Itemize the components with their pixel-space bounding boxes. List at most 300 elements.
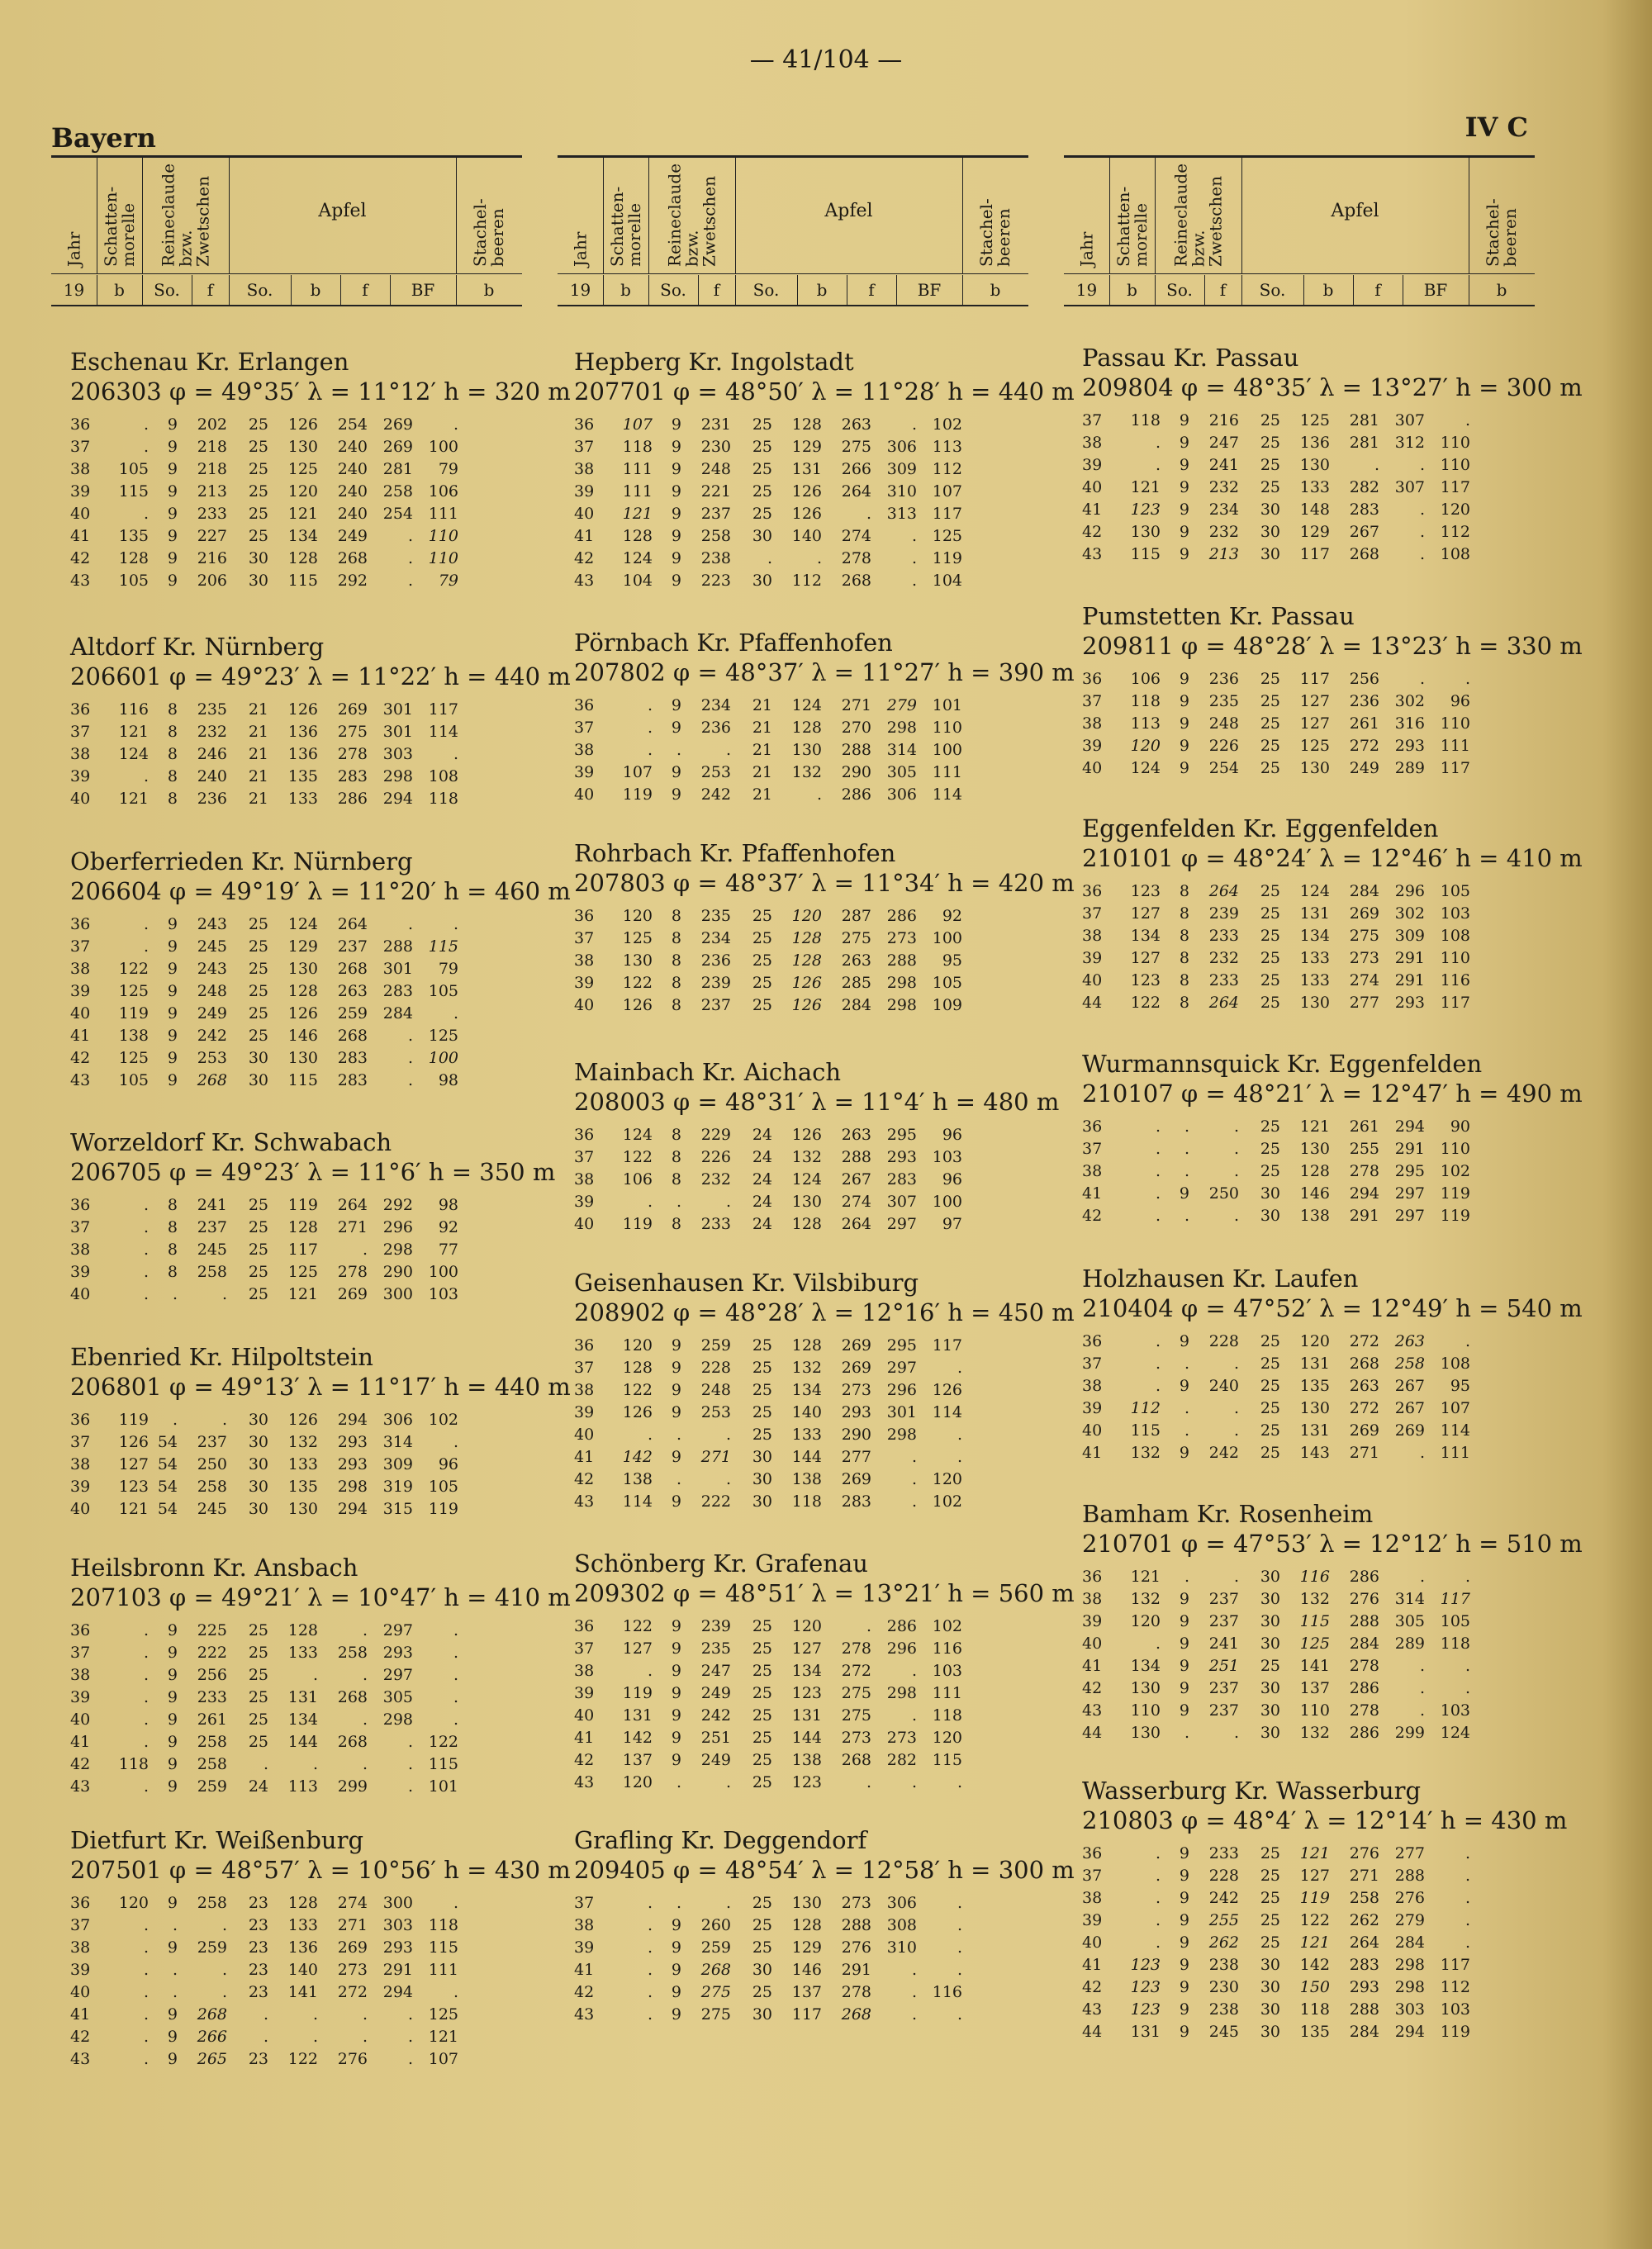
station-coordinates: 210107 φ = 48°21′ λ = 12°47′ h = 490 m <box>1082 1079 1583 1108</box>
table-row <box>574 1615 962 1637</box>
table-cell: 138 <box>791 1469 822 1488</box>
table-cell: 268 <box>337 1732 368 1751</box>
table-cell: . <box>143 1915 149 1934</box>
table-row <box>70 458 458 480</box>
table-cell: 106 <box>1130 669 1161 688</box>
table-cell: 306 <box>382 1410 413 1429</box>
table-cell: 9 <box>167 1026 178 1045</box>
station-coordinates: 206705 φ = 49°23′ λ = 11°6′ h = 350 m <box>70 1158 556 1186</box>
table-cell: 126 <box>287 1004 318 1022</box>
table-cell: 117 <box>1440 1589 1470 1608</box>
table-cell: 25 <box>248 1240 268 1259</box>
table-cell: 273 <box>337 1960 368 1979</box>
table-cell: 122 <box>622 1380 653 1399</box>
table-cell: 314 <box>1394 1589 1425 1608</box>
table-cell: 256 <box>1349 669 1379 688</box>
table-cell: 122 <box>287 2049 318 2068</box>
table-cell: . <box>1155 1866 1161 1885</box>
table-row <box>70 1475 458 1497</box>
table-cell: . <box>1233 1398 1239 1417</box>
table-cell: 40 <box>70 1284 91 1303</box>
table-cell: 25 <box>752 906 772 925</box>
station-table <box>70 413 458 591</box>
station-name: Rohrbach Kr. Pfaffenhofen <box>574 839 896 867</box>
divider <box>1303 275 1304 305</box>
table-cell: 269 <box>1349 904 1379 923</box>
table-cell: 30 <box>752 1447 772 1466</box>
station-block <box>70 1342 571 1520</box>
table-cell: . <box>725 1192 731 1211</box>
station-table <box>574 1123 962 1235</box>
station-coordinates: 206303 φ = 49°35′ λ = 11°12′ h = 320 m <box>70 377 571 406</box>
table-cell: . <box>1464 1331 1470 1350</box>
table-cell: 263 <box>337 981 368 1000</box>
table-cell: 278 <box>337 1262 368 1281</box>
table-cell: . <box>1464 1843 1470 1862</box>
table-cell: 9 <box>671 1915 681 1934</box>
table-cell: 9 <box>671 1938 681 1957</box>
table-cell: 240 <box>337 482 368 501</box>
table-cell: 226 <box>700 1147 731 1166</box>
table-cell: 30 <box>1260 1701 1280 1720</box>
table-row <box>1082 1721 1470 1744</box>
table-cell: 120 <box>932 1469 962 1488</box>
table-cell: 39 <box>1082 948 1103 967</box>
table-cell: 54 <box>157 1432 178 1451</box>
table-cell: 319 <box>382 1477 413 1496</box>
table-cell: 9 <box>1179 1933 1189 1952</box>
table-cell: . <box>221 1410 227 1429</box>
table-cell: 36 <box>574 695 595 714</box>
table-cell: . <box>676 740 681 759</box>
table-cell: 274 <box>337 1893 368 1912</box>
table-cell: 25 <box>752 1893 772 1912</box>
table-cell: 92 <box>438 1217 458 1236</box>
table-cell: 108 <box>1440 926 1470 945</box>
table-cell: 144 <box>791 1728 822 1747</box>
station-block <box>574 1057 1060 1235</box>
table-cell: 25 <box>1260 1888 1280 1907</box>
table-cell: 9 <box>167 2027 178 2046</box>
table-cell: 110 <box>1440 948 1470 967</box>
table-cell: 110 <box>1130 1701 1161 1720</box>
table-row <box>574 1401 962 1423</box>
table-cell: . <box>453 1004 458 1022</box>
station-table <box>574 904 962 1016</box>
table-cell: 269 <box>1394 1421 1425 1440</box>
table-cell: 38 <box>1082 714 1103 733</box>
station-name: Oberferrieden Kr. Nürnberg <box>70 847 413 875</box>
table-cell: 25 <box>248 1026 268 1045</box>
header-sublabel: BF <box>917 280 942 300</box>
table-row <box>70 1193 458 1216</box>
table-row <box>574 547 962 569</box>
table-cell: 36 <box>574 1125 595 1144</box>
table-cell: 30 <box>1260 1723 1280 1742</box>
table-cell: 127 <box>622 1639 653 1658</box>
table-cell: 283 <box>382 981 413 1000</box>
table-cell: 42 <box>70 2027 91 2046</box>
table-cell: 111 <box>622 482 653 501</box>
table-cell: 278 <box>841 1982 871 2001</box>
table-cell: 43 <box>70 1777 91 1796</box>
table-cell: 130 <box>287 959 318 978</box>
header-cell <box>962 158 1028 273</box>
table-cell: . <box>1464 1910 1470 1929</box>
table-cell: 114 <box>932 785 962 804</box>
header-sublabel: So. <box>246 280 273 300</box>
table-cell: 264 <box>337 1195 368 1214</box>
table-cell: 121 <box>1299 1117 1330 1136</box>
table-row <box>70 569 458 591</box>
table-cell: 30 <box>1260 1589 1280 1608</box>
table-cell: . <box>676 1425 681 1444</box>
table-cell: 9 <box>1179 1611 1189 1630</box>
table-cell: . <box>312 2027 318 2046</box>
table-cell: 9 <box>1179 691 1189 710</box>
table-cell: . <box>143 1240 149 1259</box>
table-cell: 79 <box>438 571 458 590</box>
station-block <box>574 838 1075 1016</box>
table-cell: . <box>1155 1376 1161 1395</box>
table-cell: 25 <box>1260 410 1280 429</box>
table-cell: 128 <box>791 1336 822 1355</box>
table-row <box>1082 947 1470 969</box>
table-cell: 128 <box>791 951 822 970</box>
table-cell: . <box>312 2005 318 2024</box>
table-row <box>574 971 962 994</box>
table-cell: 284 <box>1349 2022 1379 2041</box>
table-cell: 30 <box>1260 544 1280 563</box>
header-sublabel: 19 <box>569 280 591 300</box>
table-cell: 245 <box>197 937 227 956</box>
table-cell: 268 <box>197 1070 227 1089</box>
table-row <box>1082 1397 1470 1419</box>
table-row <box>1082 991 1470 1013</box>
table-cell: 294 <box>1394 1117 1425 1136</box>
table-cell: 216 <box>1208 410 1239 429</box>
table-cell: 42 <box>1082 1206 1103 1225</box>
table-cell: 288 <box>841 1147 871 1166</box>
table-cell: 123 <box>118 1477 149 1496</box>
table-cell: 123 <box>791 1772 822 1791</box>
table-cell: 36 <box>574 1616 595 1635</box>
table-cell: 38 <box>574 951 595 970</box>
table-cell: . <box>725 1772 731 1791</box>
table-cell: 272 <box>1349 1331 1379 1350</box>
table-cell: 21 <box>248 700 268 719</box>
header-cell <box>51 158 97 273</box>
table-cell: 96 <box>1450 691 1470 710</box>
table-cell: 128 <box>118 548 149 567</box>
table-row <box>574 949 962 971</box>
table-cell: 25 <box>1260 1910 1280 1929</box>
table-cell: 237 <box>197 1217 227 1236</box>
table-cell: 24 <box>752 1125 772 1144</box>
table-cell: 133 <box>287 789 318 808</box>
table-cell: . <box>407 1732 413 1751</box>
table-cell: 298 <box>886 973 917 992</box>
header-cell <box>1064 158 1110 273</box>
table-cell: . <box>1233 1723 1239 1742</box>
table-cell: 8 <box>671 928 681 947</box>
table-cell: 236 <box>700 718 731 737</box>
table-cell: . <box>362 1754 368 1773</box>
table-cell: 36 <box>70 1620 91 1639</box>
table-cell: 37 <box>70 1432 91 1451</box>
table-row <box>574 1334 962 1356</box>
table-cell: 129 <box>791 1938 822 1957</box>
table-cell: . <box>911 1469 917 1488</box>
table-cell: . <box>1233 1206 1239 1225</box>
table-cell: 21 <box>248 744 268 763</box>
table-cell: 25 <box>1260 1331 1280 1350</box>
table-cell: 9 <box>167 1620 178 1639</box>
table-cell: 240 <box>337 504 368 523</box>
table-cell: 236 <box>1208 669 1239 688</box>
table-cell: 126 <box>932 1380 962 1399</box>
table-cell: . <box>362 1620 368 1639</box>
table-cell: 213 <box>1208 544 1239 563</box>
table-cell: 8 <box>167 744 178 763</box>
table-cell: 126 <box>287 700 318 719</box>
table-cell: . <box>911 1982 917 2001</box>
table-cell: 9 <box>167 981 178 1000</box>
table-cell: 134 <box>287 526 318 545</box>
table-cell: 245 <box>197 1240 227 1259</box>
station-block <box>574 1549 1075 1793</box>
table-cell: 238 <box>700 548 731 567</box>
table-cell: 23 <box>248 2049 268 2068</box>
table-cell: 125 <box>622 928 653 947</box>
table-cell: 39 <box>1082 1910 1103 1929</box>
table-cell: 9 <box>671 1706 681 1725</box>
table-cell: . <box>407 914 413 933</box>
table-cell: 268 <box>841 1750 871 1769</box>
station-name: Mainbach Kr. Aichach <box>574 1058 842 1086</box>
table-cell: 273 <box>841 1380 871 1399</box>
table-cell: 116 <box>932 1982 962 2001</box>
table-cell: 146 <box>287 1026 318 1045</box>
table-cell: 25 <box>248 1195 268 1214</box>
table-cell: . <box>1233 1354 1239 1373</box>
table-cell: 41 <box>574 1728 595 1747</box>
table-cell: 115 <box>428 1938 458 1957</box>
table-cell: 228 <box>1208 1331 1239 1350</box>
table-cell: 25 <box>1260 1376 1280 1395</box>
table-row <box>1082 1699 1470 1721</box>
table-row <box>70 743 458 765</box>
station-coordinates: 208003 φ = 48°31′ λ = 11°4′ h = 480 m <box>574 1088 1060 1116</box>
table-cell: 298 <box>1394 1977 1425 1996</box>
table-cell: 37 <box>70 1915 91 1934</box>
table-cell: 263 <box>841 951 871 970</box>
table-cell: 105 <box>932 973 962 992</box>
table-row <box>1082 734 1470 757</box>
table-row <box>70 1046 458 1069</box>
table-cell: . <box>1155 1843 1161 1862</box>
table-cell: 126 <box>622 995 653 1014</box>
table-cell: 235 <box>700 906 731 925</box>
table-row <box>1082 1419 1470 1441</box>
table-cell: 136 <box>1299 433 1330 452</box>
table-cell: 9 <box>671 571 681 590</box>
table-row <box>574 1356 962 1378</box>
table-cell: 127 <box>791 1639 822 1658</box>
table-cell: 265 <box>197 2049 227 2068</box>
table-cell: 43 <box>70 2049 91 2068</box>
table-row <box>1082 712 1470 734</box>
table-cell: 293 <box>1394 993 1425 1012</box>
table-cell: 248 <box>700 1380 731 1399</box>
table-cell: 267 <box>1394 1398 1425 1417</box>
table-row <box>574 927 962 949</box>
table-cell: 135 <box>287 766 318 785</box>
table-cell: . <box>866 504 871 523</box>
table-cell: 9 <box>1179 1888 1189 1907</box>
table-cell: 123 <box>1130 2000 1161 2019</box>
table-cell: 281 <box>382 459 413 478</box>
table-cell: 293 <box>382 1938 413 1957</box>
table-cell: 110 <box>932 718 962 737</box>
table-cell: 30 <box>248 1410 268 1429</box>
table-cell: 250 <box>1208 1184 1239 1203</box>
table-row <box>574 480 962 502</box>
table-row <box>574 1891 962 1914</box>
station-coordinates: 209811 φ = 48°28′ λ = 13°23′ h = 330 m <box>1082 632 1583 660</box>
table-cell: 119 <box>932 548 962 567</box>
table-row <box>1082 520 1470 543</box>
table-cell: 297 <box>1394 1184 1425 1203</box>
station-block <box>70 347 571 591</box>
table-cell: 9 <box>167 459 178 478</box>
table-cell: 128 <box>287 1217 318 1236</box>
table-cell: 9 <box>671 2005 681 2024</box>
table-row <box>70 1283 458 1305</box>
table-cell: 295 <box>886 1125 917 1144</box>
table-cell: 25 <box>1260 1354 1280 1373</box>
table-cell: 102 <box>1440 1161 1470 1180</box>
table-cell: 128 <box>622 526 653 545</box>
table-row <box>574 1190 962 1212</box>
table-cell: 284 <box>382 1004 413 1022</box>
table-cell: 100 <box>932 740 962 759</box>
table-cell: 130 <box>791 1192 822 1211</box>
table-cell: 269 <box>337 700 368 719</box>
table-cell: 235 <box>197 700 227 719</box>
table-cell: . <box>362 1240 368 1259</box>
table-cell: 226 <box>1208 736 1239 755</box>
table-cell: 21 <box>248 789 268 808</box>
table-cell: 125 <box>932 526 962 545</box>
table-cell: . <box>647 1938 653 1957</box>
table-cell: . <box>957 1358 962 1377</box>
table-cell: 9 <box>671 504 681 523</box>
table-cell: 111 <box>428 1960 458 1979</box>
table-cell: . <box>453 1643 458 1662</box>
table-cell: . <box>1464 1866 1470 1885</box>
table-cell: 30 <box>248 571 268 590</box>
table-cell: 9 <box>167 1754 178 1773</box>
table-cell: 136 <box>287 744 318 763</box>
table-cell: 110 <box>428 548 458 567</box>
table-cell: 133 <box>1299 948 1330 967</box>
table-cell: 246 <box>197 744 227 763</box>
header-label: Reineclaude bzw. Zwetschen <box>664 163 719 267</box>
table-cell: 283 <box>1349 500 1379 519</box>
station-name: Dietfurt Kr. Weißenburg <box>70 1826 364 1854</box>
table-cell: 30 <box>1260 2022 1280 2041</box>
table-cell: 130 <box>791 1893 822 1912</box>
table-cell: 121 <box>1299 1933 1330 1952</box>
table-cell: 23 <box>248 1982 268 2001</box>
table-cell: 30 <box>248 1432 268 1451</box>
table-cell: . <box>143 2049 149 2068</box>
table-cell: 107 <box>932 482 962 501</box>
table-cell: 237 <box>700 995 731 1014</box>
table-cell: 9 <box>167 1004 178 1022</box>
table-cell: 9 <box>1179 1866 1189 1885</box>
table-cell: 103 <box>1440 1701 1470 1720</box>
table-cell: 8 <box>167 1195 178 1214</box>
table-cell: 30 <box>248 1477 268 1496</box>
table-row <box>70 1936 458 1958</box>
table-cell: 284 <box>841 995 871 1014</box>
table-cell: 30 <box>752 1469 772 1488</box>
header-label: Reineclaude bzw. Zwetschen <box>158 163 212 267</box>
table-cell: 96 <box>942 1170 962 1189</box>
table-cell: . <box>453 1893 458 1912</box>
table-cell: 128 <box>287 981 318 1000</box>
table-cell: 307 <box>1394 410 1425 429</box>
station-coordinates: 207701 φ = 48°50′ λ = 11°28′ h = 440 m <box>574 377 1075 406</box>
table-cell: 316 <box>1394 714 1425 733</box>
table-cell: 261 <box>1349 714 1379 733</box>
table-cell: 117 <box>791 2005 822 2024</box>
table-cell: 294 <box>337 1410 368 1429</box>
table-row <box>70 1069 458 1091</box>
table-cell: 30 <box>1260 500 1280 519</box>
table-cell: . <box>143 766 149 785</box>
table-cell: 269 <box>337 1284 368 1303</box>
table-cell: 290 <box>382 1262 413 1281</box>
table-cell: 118 <box>791 1492 822 1511</box>
table-cell: 266 <box>197 2027 227 2046</box>
table-cell: 284 <box>1394 1933 1425 1952</box>
table-cell: 249 <box>700 1683 731 1702</box>
table-cell: 102 <box>932 1492 962 1511</box>
table-cell: 278 <box>1349 1161 1379 1180</box>
table-cell: 117 <box>932 504 962 523</box>
table-cell: 267 <box>1394 1376 1425 1395</box>
table-cell: 40 <box>70 1982 91 2001</box>
table-row <box>70 547 458 569</box>
table-cell: 269 <box>841 1358 871 1377</box>
table-cell: 37 <box>70 722 91 741</box>
table-cell: 289 <box>1394 758 1425 777</box>
table-cell: 298 <box>337 1477 368 1496</box>
table-cell: 42 <box>70 1754 91 1773</box>
table-cell: 130 <box>791 740 822 759</box>
table-cell: . <box>221 1960 227 1979</box>
table-cell: 30 <box>1260 2000 1280 2019</box>
table-cell: 305 <box>382 1687 413 1706</box>
table-cell: 291 <box>841 1960 871 1979</box>
table-cell: 25 <box>248 437 268 456</box>
header-sublabel: b <box>816 280 828 300</box>
table-cell: 120 <box>1130 736 1161 755</box>
table-cell: 77 <box>438 1240 458 1259</box>
